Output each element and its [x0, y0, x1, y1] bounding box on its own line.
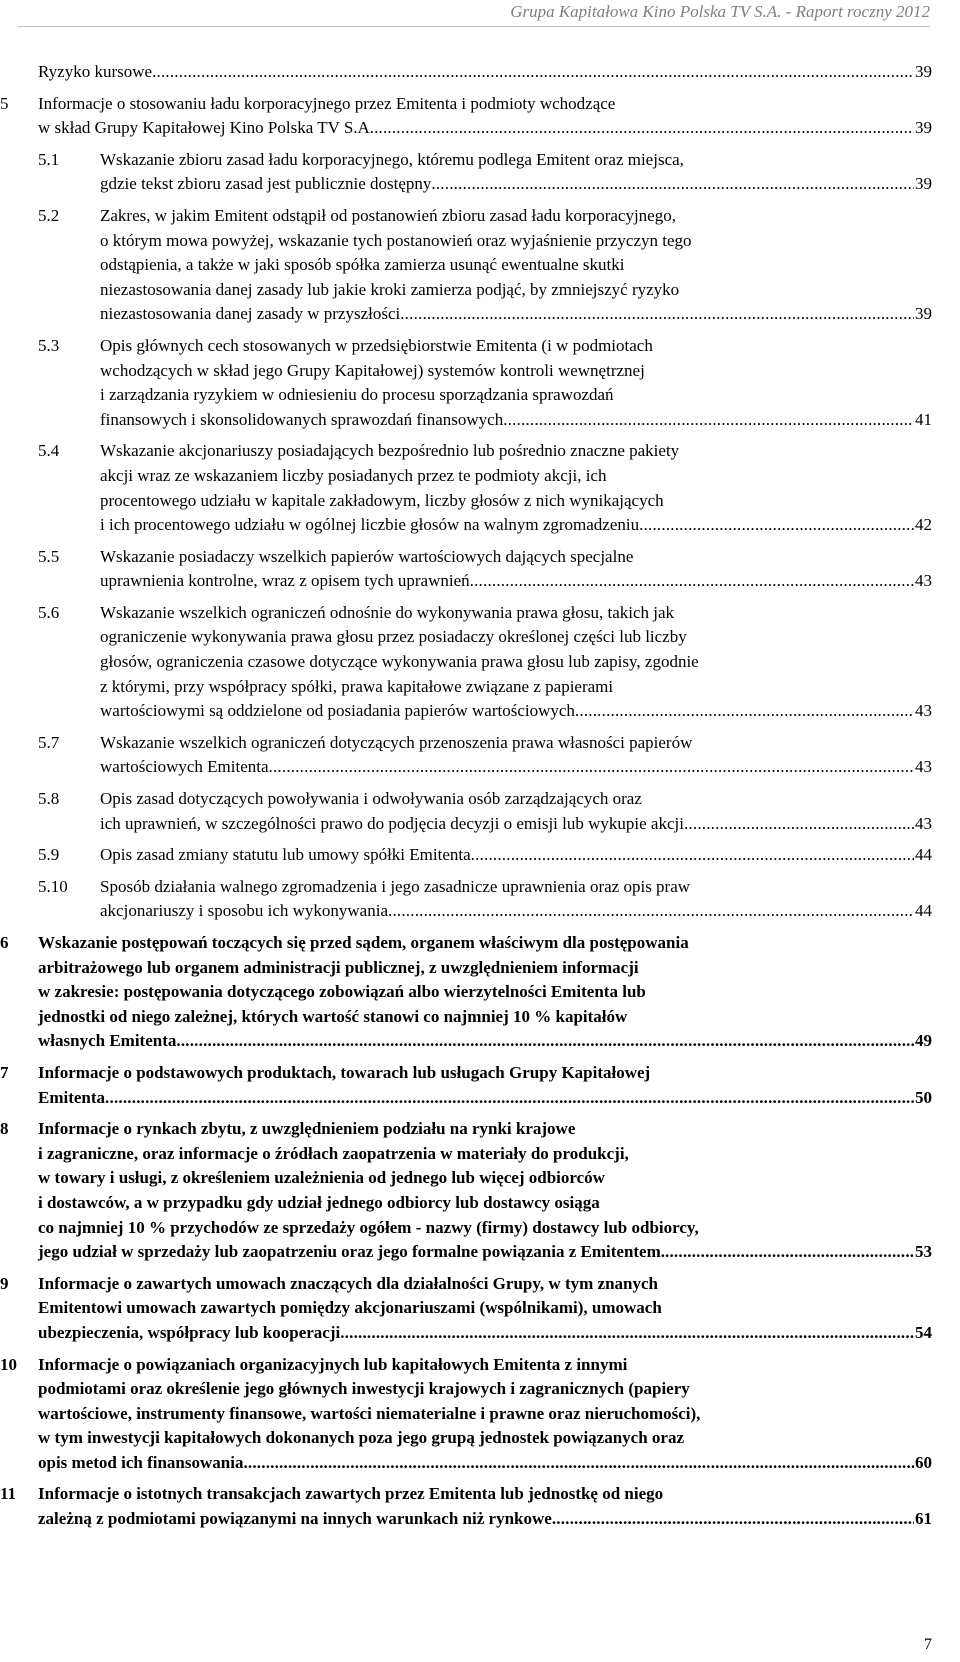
toc-entry-line: Emitentowi umowach zawartych pomiędzy akcjonariuszami (wspólnikami), umowach — [38, 1298, 662, 1318]
toc-entry-last-line — [100, 569, 932, 594]
toc-entry-line: ubezpieczenia, współpracy lub kooperacji — [38, 1322, 341, 1342]
toc-entry-title — [38, 1117, 932, 1265]
toc-entry-page[interactable]: 49 — [915, 1031, 932, 1051]
toc-entry-number: 7 — [0, 1062, 9, 1082]
toc-entry-line: własnych Emitenta — [38, 1031, 177, 1051]
toc-entry-last-line — [38, 1507, 932, 1532]
toc-entry-line: Wskazanie akcjonariuszy posiadających bezpośrednio lub pośrednio znaczne pakiety — [100, 441, 680, 461]
toc-entry-page[interactable]: 50 — [915, 1087, 932, 1107]
toc-entry-last-line — [38, 1240, 932, 1265]
dot-leader — [374, 116, 914, 141]
toc-entry-title — [38, 1061, 932, 1110]
toc-entry-line: Opis zasad zmiany statutu lub umowy spółki Emitenta — [100, 845, 471, 865]
toc-entry-number: 5.6 — [38, 602, 60, 622]
toc-entry-page[interactable]: 43 — [915, 571, 932, 591]
toc-entry-page[interactable]: 39 — [915, 62, 932, 81]
toc-entry-line: i zarządzania ryzykiem w odniesieniu do procesu sporządzania sprawozdań — [100, 385, 614, 405]
toc-entry-last-line — [100, 172, 932, 197]
toc-entry-line: o którym mowa powyżej, wskazanie tych postanowień oraz wyjaśnienie przyczyn tego — [100, 230, 692, 250]
toc-entry-line: wartościowymi są oddzielone od posiadania papierów wartościowych — [100, 701, 575, 721]
toc-entry-title — [100, 787, 932, 836]
toc-entry-number: 5.10 — [38, 876, 68, 896]
dot-leader — [400, 302, 914, 327]
dot-leader — [552, 1507, 914, 1532]
dot-leader — [471, 843, 914, 868]
toc-entry-title — [38, 1353, 932, 1476]
toc-entry-last-line — [100, 408, 932, 433]
toc-entry-line: Zakres, w jakim Emitent odstąpił od postanowień zbioru zasad ładu korporacyjnego, — [100, 205, 676, 225]
toc-entry-line: Wskazanie posiadaczy wszelkich papierów wartościowych dających specjalne — [100, 546, 634, 566]
toc-entry-line: Opis zasad dotyczących powoływania i odwoływania osób zarządzających oraz — [100, 789, 642, 809]
toc-entry-line: Informacje o stosowaniu ładu korporacyjnego przez Emitenta i podmioty wchodzące — [38, 93, 616, 113]
toc-entry-number: 5.3 — [38, 335, 60, 355]
toc-entry-number: 8 — [0, 1119, 9, 1139]
toc-entry[interactable] — [0, 439, 960, 537]
toc-entry-line: niezastosowania danej zasady w przyszłości — [100, 304, 401, 324]
toc-entry-number: 11 — [0, 1484, 17, 1504]
toc-entry-page[interactable]: 39 — [915, 118, 932, 138]
toc-entry-title — [100, 601, 932, 724]
toc-entry-page[interactable]: 43 — [915, 813, 932, 833]
toc-entry-line: Informacje o powiązaniach organizacyjnych lub kapitałowych Emitenta z innymi — [38, 1354, 628, 1374]
toc-entry-number: 5.2 — [38, 205, 60, 225]
toc-entry[interactable] — [0, 1061, 960, 1110]
toc-entry-line: z którymi, przy współpracy spółki, prawa kapitałowe związane z papierami — [100, 676, 614, 696]
toc-entry-line: ich uprawnień, w szczególności prawo do podjęcia decyzji o emisji lub wykupie akcji — [100, 813, 684, 833]
toc-entry-number: 5.9 — [38, 845, 60, 865]
page-number: 7 — [924, 1636, 932, 1653]
toc-entry-number: 6 — [0, 933, 9, 952]
toc-entry-line: arbitrażowego lub organem administracji publicznej, z uwzględnieniem informacji — [38, 957, 639, 977]
toc-entry-title — [100, 731, 932, 780]
toc-entry-last-line — [100, 513, 932, 538]
toc-entry-line: Ryzyko kursowe — [38, 62, 153, 81]
toc-entry-line: akcjonariuszy i sposobu ich wykonywania — [100, 901, 388, 921]
toc-entry-line: akcji wraz ze wskazaniem liczby posiadanych przez te podmioty akcji, ich — [100, 465, 607, 485]
header-rule — [18, 26, 930, 27]
dot-leader — [176, 1029, 914, 1054]
toc-entry-line: Informacje o zawartych umowach znaczących dla działalności Grupy, w tym znanych — [38, 1273, 658, 1293]
toc-entry-page[interactable]: 43 — [915, 757, 932, 777]
toc-entry-page[interactable]: 54 — [915, 1322, 932, 1342]
toc-entry-line: uprawnienia kontrolne, wraz z opisem tych uprawnień — [100, 571, 470, 591]
toc-entry-line: Wskazanie zbioru zasad ładu korporacyjnego, któremu podlega Emitent oraz miejsca, — [100, 149, 684, 169]
dot-leader — [340, 1321, 914, 1346]
toc-entry-line: niezastosowania danej zasady lub jakie kroki zamierza podjąć, by zmniejszyć ryzyko — [100, 279, 680, 299]
toc-entry-line: Wskazanie postępowań toczących się przed sądem, organem właściwym dla postępowania — [38, 933, 689, 952]
toc-entry-line: jednostki od niego zależnej, których wartość stanowi co najmniej 10 % kapitałów — [38, 1006, 628, 1026]
table-of-contents — [0, 60, 960, 1532]
toc-entry-line: Informacje o rynkach zbytu, z uwzględnieniem podziału na rynki krajowe — [38, 1119, 576, 1139]
toc-entry-line: jego udział w sprzedaży lub zaopatrzeniu oraz jego formalne powiązania z Emitentem. — [38, 1242, 666, 1262]
toc-entry-page[interactable]: 42 — [915, 515, 932, 535]
toc-entry-line: procentowego udziału w kapitale zakładowym, liczby głosów z nich wynikających — [100, 490, 664, 510]
toc-entry-line: wchodzących w skład jego Grupy Kapitałowej) systemów kontroli wewnętrznej — [100, 360, 645, 380]
toc-entry[interactable] — [0, 148, 960, 197]
toc-entry[interactable] — [0, 843, 960, 868]
toc-entry-line: odstąpienia, a także w jaki sposób spółka zamierza usunąć ewentualne skutki — [100, 255, 625, 275]
toc-entry-line: Informacje o podstawowych produktach, towarach lub usługach Grupy Kapitałowej — [38, 1062, 651, 1082]
toc-entry-last-line — [38, 116, 932, 141]
toc-entry-line: Informacje o istotnych transakcjach zawartych przez Emitenta lub jednostkę od niego — [38, 1484, 664, 1504]
toc-entry-page[interactable]: 53 — [915, 1242, 932, 1262]
toc-entry-line: w zakresie: postępowania dotyczącego zobowiązań albo wierzytelności Emitenta lub — [38, 982, 646, 1002]
dot-leader — [269, 755, 914, 780]
toc-entry[interactable] — [0, 1482, 960, 1531]
toc-entry-line: i dostawców, a w przypadku gdy udział jednego odbiorcy lub dostawcy osiąga — [38, 1192, 600, 1212]
toc-entry-number: 5.5 — [38, 546, 60, 566]
dot-leader — [388, 899, 914, 924]
toc-entry[interactable] — [0, 1353, 960, 1476]
toc-entry-line: Wskazanie wszelkich ograniczeń dotyczących przenoszenia prawa własności papierów — [100, 732, 693, 752]
running-header: Grupa Kapitałowa Kino Polska TV S.A. - Raport roczny 2012 — [510, 2, 930, 21]
toc-entry-last-line — [38, 1029, 932, 1054]
toc-entry-line: Opis głównych cech stosowanych w przedsiębiorstwie Emitenta (i w podmiotach — [100, 335, 653, 355]
toc-entry-title — [100, 148, 932, 197]
toc-entry-last-line — [100, 302, 932, 327]
dot-leader — [684, 812, 914, 837]
toc-entry-page[interactable]: 44 — [915, 845, 932, 865]
toc-entry-number: 5 — [0, 93, 9, 113]
toc-entry-line: wartościowych Emitenta — [100, 757, 269, 777]
toc-entry-title — [100, 843, 932, 868]
toc-entry-line: i zagraniczne, oraz informacje o źródłach zaopatrzenia w materiały do produkcji, — [38, 1143, 629, 1163]
toc-entry-title — [100, 334, 932, 432]
dot-leader — [665, 1240, 914, 1265]
toc-entry-number: 5.8 — [38, 789, 60, 809]
dot-leader — [503, 408, 914, 433]
dot-leader — [639, 513, 914, 538]
toc-entry[interactable] — [0, 931, 960, 1054]
toc-entry-number: 5.4 — [38, 441, 60, 461]
toc-entry-line: Wskazanie wszelkich ograniczeń odnośnie do wykonywania prawa głosu, takich jak — [100, 602, 675, 622]
toc-entry-title — [38, 1272, 932, 1346]
toc-entry-line: w towary i usługi, z określeniem uzależnienia od jednego lub więcej odbiorców — [38, 1168, 605, 1188]
toc-entry-number: 10 — [0, 1354, 17, 1374]
toc-entry-title — [100, 204, 932, 327]
toc-entry[interactable] — [0, 92, 960, 141]
toc-entry-title — [100, 439, 932, 537]
toc-entry-last-line — [38, 60, 932, 85]
dot-leader — [105, 1086, 914, 1111]
toc-entry-line: co najmniej 10 % przychodów ze sprzedaży ogółem - nazwy (firmy) dostawcy lub odbiorcy, — [38, 1217, 699, 1237]
dot-leader — [152, 60, 914, 85]
toc-entry[interactable] — [0, 787, 960, 836]
toc-entry-page[interactable]: 39 — [915, 304, 932, 324]
toc-entry-line: finansowych i skonsolidowanych sprawozdań finansowych — [100, 409, 504, 429]
toc-entry-line: Sposób działania walnego zgromadzenia i jego zasadnicze uprawnienia oraz opis praw — [100, 876, 691, 896]
toc-entry-page[interactable]: 39 — [915, 174, 932, 194]
toc-entry-line: opis metod ich finansowania — [38, 1452, 244, 1472]
toc-entry-page[interactable]: 61 — [915, 1509, 932, 1529]
toc-entry-line: ograniczenie wykonywania prawa głosu przez posiadaczy określonej części lub liczby — [100, 627, 687, 647]
toc-entry[interactable] — [0, 601, 960, 724]
toc-entry-last-line — [100, 843, 932, 868]
toc-entry-line: Emitenta — [38, 1087, 106, 1107]
toc-entry-last-line — [100, 899, 932, 924]
toc-entry-title — [38, 931, 932, 1054]
toc-entry-title — [100, 545, 932, 594]
toc-entry-line: w skład Grupy Kapitałowej Kino Polska TV S.A. — [38, 118, 375, 138]
toc-entry-page[interactable]: 60 — [915, 1452, 932, 1472]
toc-entry-line: głosów, ograniczenia czasowe dotyczące wykonywania prawa głosu lub zapisy, zgodnie — [100, 652, 699, 672]
toc-entry-last-line — [38, 1086, 932, 1111]
toc-entry-last-line — [100, 699, 932, 724]
toc-entry-line: zależną z podmiotami powiązanymi na innych warunkach niż rynkowe — [38, 1509, 552, 1529]
toc-entry[interactable] — [0, 1272, 960, 1346]
toc-entry-line: wartościowe, instrumenty finansowe, wartości niematerialne i prawne oraz nieruchomości), — [38, 1403, 701, 1423]
toc-entry-page[interactable]: 43 — [915, 701, 932, 721]
toc-entry-last-line — [100, 812, 932, 837]
dot-leader — [431, 172, 914, 197]
toc-entry-title — [38, 60, 932, 85]
toc-entry-page[interactable]: 41 — [915, 409, 932, 429]
toc-entry-page[interactable]: 44 — [915, 901, 932, 921]
toc-entry[interactable] — [0, 875, 960, 924]
dot-leader — [575, 699, 914, 724]
toc-entry-line: i ich procentowego udziału w ogólnej liczbie głosów na walnym zgromadzeniu — [100, 515, 640, 535]
toc-entry-last-line — [38, 1321, 932, 1346]
toc-entry[interactable] — [0, 545, 960, 594]
toc-entry[interactable] — [0, 204, 960, 327]
toc-entry-line: podmiotami oraz określenie jego głównych inwestycji krajowych i zagranicznych (papiery — [38, 1379, 690, 1399]
toc-entry-number: 9 — [0, 1273, 9, 1293]
toc-entry-title — [38, 1482, 932, 1531]
dot-leader — [243, 1451, 914, 1476]
toc-entry-last-line — [38, 1451, 932, 1476]
toc-entry-last-line — [100, 755, 932, 780]
toc-entry-number: 5.7 — [38, 732, 60, 752]
toc-entry[interactable] — [0, 334, 960, 432]
toc-entry[interactable] — [0, 1117, 960, 1265]
toc-entry-number: 5.1 — [38, 149, 60, 169]
toc-entry-title — [100, 875, 932, 924]
toc-entry[interactable] — [0, 60, 960, 85]
toc-entry-line: w tym inwestycji kapitałowych dokonanych poza jego grupą jednostek powiązanych oraz — [38, 1428, 685, 1448]
toc-entry[interactable] — [0, 731, 960, 780]
dot-leader — [470, 569, 914, 594]
toc-entry-line: gdzie tekst zbioru zasad jest publicznie dostępny — [100, 174, 432, 194]
toc-entry-title — [38, 92, 932, 141]
